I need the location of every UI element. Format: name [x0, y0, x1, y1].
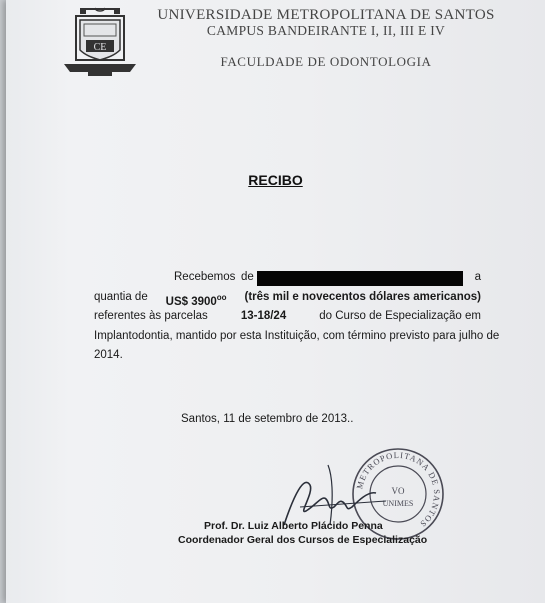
body-line-5: 2014.	[94, 349, 123, 361]
issue-date: Santos, 11 de setembro de 2013..	[181, 413, 354, 425]
university-name: UNIVERSIDADE METROPOLITANA DE SANTOS	[157, 7, 495, 23]
body-text: do Curso de Especialização em	[319, 310, 481, 322]
signatory-role: Coordenador Geral dos Cursos de Especialização	[178, 534, 428, 546]
campus-name: CAMPUS BANDEIRANTE I, II, III E IV	[206, 23, 446, 38]
document-page	[6, 0, 545, 603]
document-title: RECIBO	[248, 172, 303, 188]
body-word: de	[241, 271, 254, 283]
amount: US$ $3900^{oo}$	[165, 293, 227, 308]
body-line-4: Implantodontia, mantido por esta Instituição, com término previsto para julho de	[94, 330, 500, 342]
faculty-name: FACULDADE DE ODONTOLOGIA	[220, 54, 432, 69]
body-word: a	[474, 271, 481, 283]
signatory-name: Prof. Dr. Luiz Alberto Plácido Penna	[204, 520, 383, 532]
body-text: referentes às parcelas	[94, 310, 208, 322]
stamp-center-text: UNIMES	[382, 499, 414, 508]
svg-text:CE: CE	[93, 42, 107, 53]
body-line-3	[94, 307, 481, 327]
stamp-center-text: VO	[391, 486, 405, 496]
body-text: quantia de	[94, 291, 148, 303]
installments: 13-18/24	[240, 310, 287, 322]
stamp-ring-text: METROPOLITANA DE SANTOS	[354, 449, 443, 530]
redacted-name-block	[257, 271, 463, 286]
amount-in-words: (três mil e novecentos dólares americanos)	[244, 291, 481, 303]
body-word: Recebemos	[174, 271, 236, 283]
